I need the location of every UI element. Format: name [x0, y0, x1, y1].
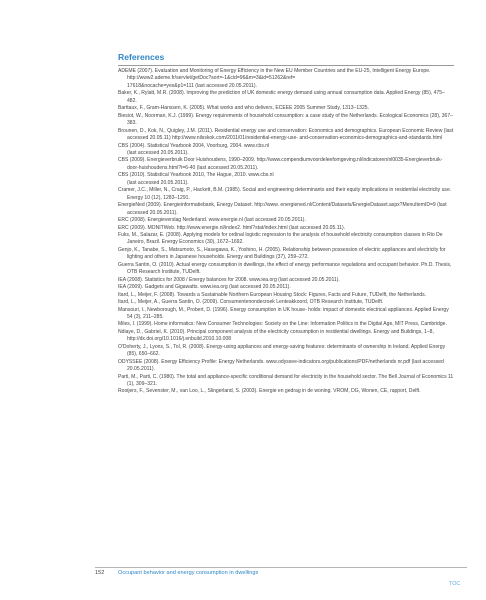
reference-entry: Fuks, M., Salazar, E. (2008). Applying models for ordinal logistic regression to the analysis of household electricity consumption classes in Rio De Janeiro, Brazil. Energy Economics (30), 1672–1692.: [118, 231, 443, 246]
reference-entry: Cramer, J.C., Miller, N., Craig, P., Hackett, B.M. (1985). Social and engineering determinants and their equity implications in residential electricity use. Energy 10 (12), 1283–1291.: [118, 187, 452, 201]
reference-entry: IEA (2009). Gadgets and Gigawatts. www.iea.org (last accessed 20.05.2011).: [118, 284, 291, 291]
reference-entry: Miles, I. (1999). Home informatics: New Consumer Technologies: Society on the Line: Information Politics in the Digital Age, MIT Press, Cambridge.: [118, 321, 447, 328]
reference-entry: Itard, L., Meijer, F. (2008). Towards a Sustainable Northern European Housing Stock: Figures, Facts and Future, TUDelft, the Netherlands.: [118, 291, 427, 298]
reference-entry: CBS (2004). Statistical Yearbook 2004, Voorburg, 2004. www.cbs.nl (last accessed 20.05.2011).: [118, 142, 270, 156]
reference-entry: ODYSSEE (2008). Energy Efficiency Profile: Energy Netherlands. www.odyssee-indicators.org/publications/PDF/netherlands nr.pdf (last accessed 20.05.2011).: [118, 358, 444, 373]
running-title: Occupant behavior and energy consumption in dwellings: [118, 570, 259, 576]
reference-entry: Guerra Santin, O. (2010). Actual energy consumption in dwellings, the effect of energy performance regulations and occupant behavior. Ph.D. Thesis, OTB Research Institute, TUDelft.: [118, 261, 452, 276]
reference-entry: Genjo, K., Tanabe, S., Matsumoto, S., Hasegawa, K., Yoshino, H. (2005). Relationship between possession of electric appliances and electricity for lighting and others in Japanese households. Energy and Buildings (37), 259–272.: [118, 246, 446, 261]
reference-entry: Mansouri, I., Newborough, M., Probert, D. (1996). Energy consumption in UK house- holds: impact of domestic electrical appliances. Applied Energy 54 (3), 211–285.: [118, 306, 449, 320]
footer-divider: [95, 567, 467, 568]
reference-entry: IEA (2008). Statistics for 2008 / Energy balances for 2008. www.iea.org (last accessed 20.05.2011).: [118, 276, 340, 283]
reference-entry: Ndiaye, D., Gabriel, K. (2010). Principal component analysis of the electricity consumption in residential dwellings. Energy and Buildings, 1–8, http://dx.doi.org/10.1016/j.enbuild.2010.10.008: [118, 328, 434, 343]
reference-entry: Brounen, D., Kok, N., Quigley, J.M. (2011). Residential energy use and conservation: Economics and demographics. European Economic Review (last accessed 20.05.11) http://www.nilsskok.com/2011/01/residential-energy-use- and-conservation-economics-demographics-and-standards.html: [118, 127, 454, 142]
reference-entry: CBS (2010). Statistical Yearbook 2010, The Hague, 2010. www.cbs.nl (last accessed 20.05.2011).: [118, 172, 274, 186]
reference-entry: Barttaux, F., Gram-Hanssen, K. (2005). What works and who delivers, ECEEE 2005 Summer Study, 1313–1325.: [118, 105, 369, 112]
reference-entry: O'Doherty, J., Lyons, S., Tol, R. (2008). Energy-using appliances and energy-saving features: determinants of ownership in Ireland. Applied Energy (85), 650–662.: [118, 343, 446, 358]
reference-entry: CBS (2009). Energieverbruik Door Huishoudens, 1990–2009. http://www.compendiumvoordeleefomgeving.nl/indicatoren/nl0035-Energieverbruik-door-huishoudens.html?i=6-40 (last accessed 20.05.2011).: [118, 157, 443, 171]
reference-entry: Baker, K., Rylatt, M.R. (2008). Improving the prediction of UK domestic energy demand using annual consumption data. Applied Energy (85), 475–482.: [118, 90, 445, 104]
reference-list: [118, 68, 454, 396]
reference-entry: ERC (2009). MONITWeb. http://www.energie.nl/index2. html?stat/index.html (last accessed 20.05.11).: [118, 224, 346, 231]
reference-entry: Rooijers, F., Sevenster, M., van Loo, L., Slingerland, S. (2003). Energie en gedrag in de woning. VROM, DG, Wonen, CE, rapport, Delft.: [118, 388, 421, 395]
section-heading: References: [118, 52, 165, 62]
reference-entry: ERC (2008). Energieverslag Nederland. www.energie.nl (last accessed 20.05.2011).: [118, 217, 306, 224]
page-number: 152: [95, 570, 105, 576]
heading-divider: [118, 65, 454, 66]
reference-entry: ADEME (2007). Evaluation and Monitoring of Energy Efficiency in the New EU Member Countries and the EU-25, Intelligent Energy Europe. http://www2.ademe.fr/servlet/getDoc?sort=-1&cid=96&m=3&id=51262&ref= 17618&nocache=yes&p1=111 (last accessed 20.05.2011).: [118, 68, 431, 89]
toc-link[interactable]: TOC: [449, 581, 461, 587]
reference-entry: EnergieNed (2009). Energieinformatiebank, Energy Dataset. http://www. energiened.nl/Content/Datasets/EnergieDataset.aspx?MenuItemID=9 (last accessed 20.05.2011).: [118, 202, 447, 216]
reference-entry: Biesiot, W., Noorman, K.J. (1999). Energy requirements of household consumption: a case study of the Netherlands. Ecological Economics (28), 367–383.: [118, 112, 453, 127]
reference-entry: Itard, L., Meijer, A., Guerra Santin, O. (2009). Consumentenonderzoek Lenteakkoord, OTB Research Institute, TUDelft.: [118, 299, 384, 306]
reference-entry: Parti, M., Parti, C. (1980). The total and appliance-specific conditional demand for electricity in the household sector. The Bell Journal of Economics 11 (1), 309–321.: [118, 373, 454, 388]
